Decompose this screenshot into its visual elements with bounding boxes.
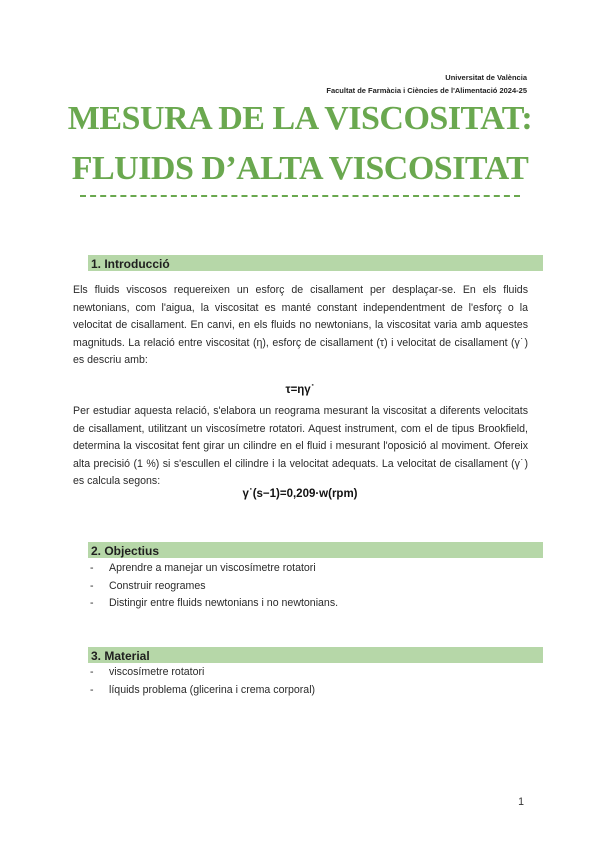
bullet-dash: -: [90, 579, 94, 592]
bullet-dash: -: [90, 683, 94, 696]
intro-paragraph-2: Per estudiar aquesta relació, s'elabora un reograma mesurant la viscositat a diferents velocitats de cisallament, utilitzant un viscosímetre rotatori. Aquest instrument, com el de tipus Brookfield, determina la viscositat fent girar un cilindre en el fluid i mesurant l'oposició al moviment. Ofereix alta precisió (1 %) si s'escullen el cilindre i la velocitat adequats. La velocitat de cisallament (γ˙) es calcula segons:: [73, 405, 528, 488]
section-heading-objectives: [88, 542, 543, 558]
list-item: - Construir reogrames: [90, 578, 338, 596]
bullet-dash: -: [90, 562, 94, 574]
header-faculty: Facultat de Farmàcia i Ciències de l'Alimentació 2024-25: [326, 86, 527, 95]
section-heading-intro: [88, 255, 543, 271]
bullet-dash: -: [90, 597, 94, 610]
formula-shear-stress: τ=ηγ˙: [285, 384, 315, 396]
section-heading-material: [88, 647, 543, 663]
title-line-1: MESURA DE LA VISCOSITAT:: [67, 100, 533, 137]
section-heading-objectives-label: 2. Objectius: [91, 544, 160, 558]
bullet-dash: -: [90, 666, 94, 678]
title-line-2: FLUIDS D’ALTA VISCOSITAT: [71, 150, 529, 187]
objectives-list: [90, 560, 338, 613]
list-item: - Distingir entre fluids newtonians i no newtonians.: [90, 595, 338, 613]
list-item: - viscosímetre rotatori: [90, 664, 315, 682]
material-list: [90, 664, 315, 699]
section-heading-intro-label: 1. Introducció: [91, 257, 170, 271]
intro-paragraph-1: Els fluids viscosos requereixen un esforç de cisallament per desplaçar-se. En els fluids newtonians, com l'aigua, la viscositat es manté constant independentment de l'esforç o la velocitat de cisallament. En canvi, en els fluids no newtonians, la viscositat varia amb aquestes magnituds. La relació entre viscositat (η), esforç de cisallament (τ) i velocitat de cisallament (γ˙) es descriu amb:: [73, 284, 528, 367]
formula-shear-rate: γ˙(s−1)=0,209·w(rpm): [242, 488, 358, 500]
header-university: Universitat de València: [445, 73, 527, 82]
list-item: - líquids problema (glicerina i crema corporal): [90, 682, 315, 700]
list-item: - Aprendre a manejar un viscosímetre rotatori: [90, 560, 338, 578]
section-heading-material-label: 3. Material: [91, 649, 150, 663]
page-number: 1: [518, 796, 524, 808]
title-divider: [80, 195, 520, 197]
